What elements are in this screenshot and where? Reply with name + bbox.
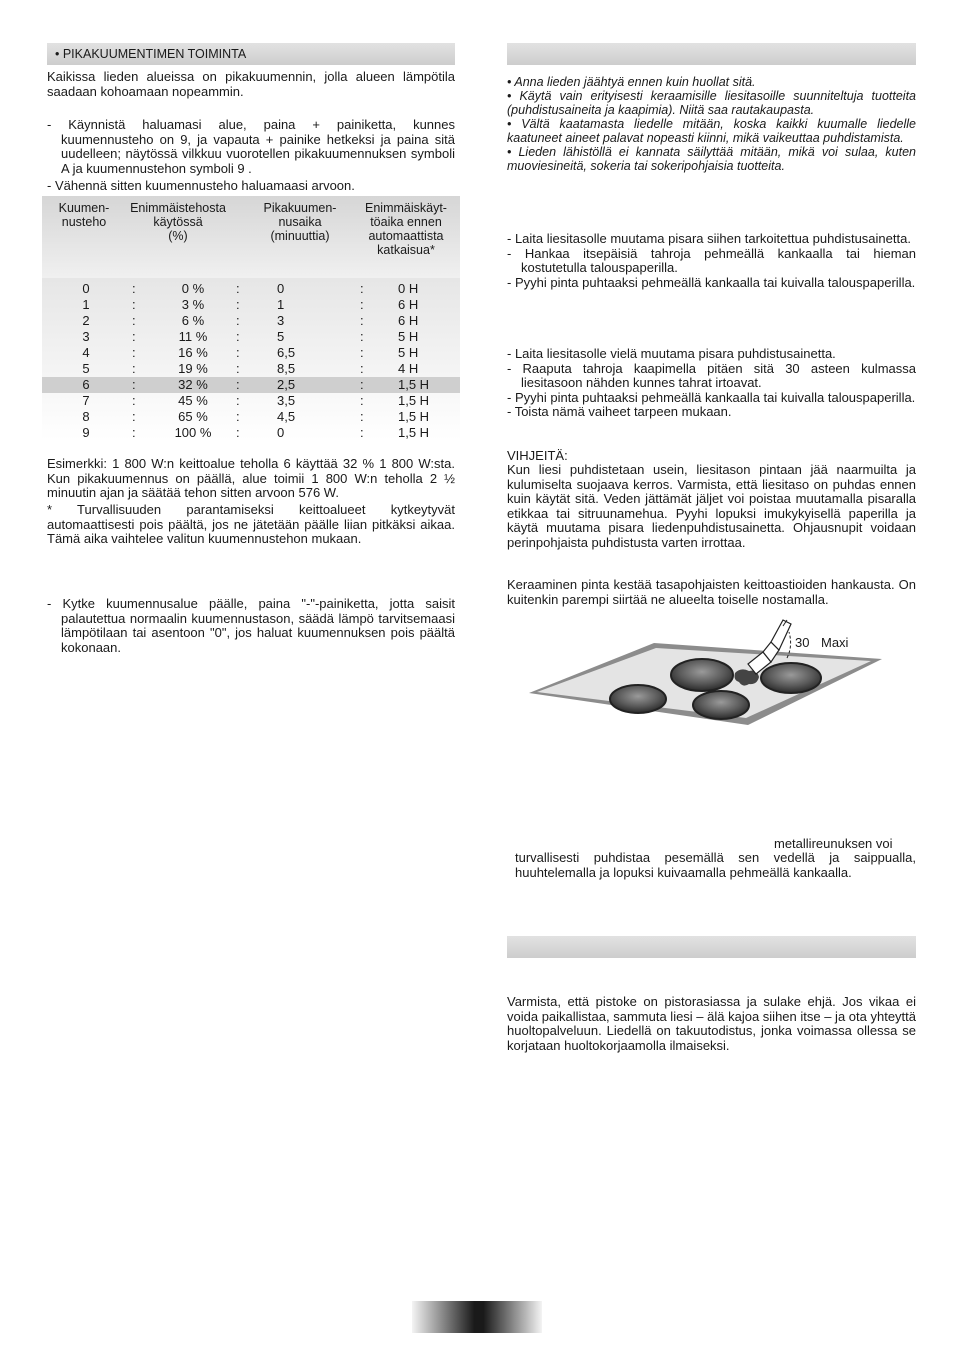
table-row [42,329,460,345]
list-item: - Laita liesitasolle vielä muutama pisara puhdistusainetta. [507,346,836,361]
table-cell: 9 [82,425,90,440]
table-cell: 2,5 [277,377,296,392]
list-item: - Hankaa itsepäisiä tahroja pehmeällä kankaalla tai hieman kostutetulla talouspaperilla. [507,245,916,275]
footnote-text: * Turvallisuuden parantamiseksi keittoalueet kytkeytyvät automaattisesti pois päältä, jos ne jätetään päälle liian pitkäksi aikaa. Tämä aika vaihtelee valitun kuumennustehon mukaan. [47,502,455,546]
table-cell: 16 % [178,345,208,360]
cooking-zone [671,659,733,691]
section-header-service [507,936,916,958]
table-row [42,313,460,329]
table-cell: 7 [82,393,90,408]
table-cell: 0 H [398,281,419,296]
table-separator: : [236,313,240,328]
table-cell: 2 [82,313,90,328]
list-item: - Pyyhi pinta puhtaaksi pehmeällä kankaalla tai kuivalla talouspaperilla. [507,274,916,290]
ceramic-text: Keraaminen pinta kestää tasapohjaisten keittoastioiden hankausta. On kuitenkin parempi siirtää ne alueelta toiselle nostamalla. [507,577,916,607]
table-cell: 5 [277,329,285,344]
table-row [42,345,460,361]
example-text: Esimerkki: 1 800 W:n keittoalue teholla 6 käyttää 32 % 1 800 W:sta. Kun pikakuumennus on päällä, alue toimii 1 800 W:n teholla 2 ½ minuutin ajan ja säätää tehon sitten arvoon 576 W. [47,456,455,500]
table-separator: : [236,377,240,392]
page-number-bar [412,1301,542,1333]
cleaning-list-1 [507,232,916,290]
table-separator: : [132,361,136,376]
table-cell: 0 [82,281,90,296]
table-cell: 6 H [398,313,419,328]
warning-item: • Vältä kaatamasta liedelle mitään, koska kaikki kuumalle liedelle kaatuneet aineet palavat nopeasti kiinni, mikä vaikeuttaa puhdistamista. [507,117,916,145]
table-cell: 19 % [178,361,208,376]
table-cell: 4 H [398,361,419,376]
tips-text: Kun liesi puhdistetaan usein, liesitason pintaan jää naarmuilta ja kulumiselta suojaava kerros. Varmista, että liesitaso on puhdas ennen kuin käytät sitä. Veden jättämät jäljet voi poistaa muutamalla pisaralla etikkaa tai sitruunamehua. Pyyhi lopuksi imukykyisellä paperilla ja käytä muutama pisara liedenpuhdistusainetta. Ohjausnupit voidaan perinpohjaista puhdistusta varten irrottaa. [507,462,916,550]
table-cell: 6 H [398,297,419,312]
table-cell: 3,5 [277,393,296,408]
table-separator: : [132,425,136,440]
table-row [42,361,460,377]
table-separator: : [236,329,240,344]
step-2: - Vähennä sitten kuumennusteho haluamaasi arvoon. [47,178,355,193]
table-cell: 8 [82,409,90,424]
warning-item: • Lieden lähistöllä ei kannata säilyttää mitään, mikä voi sulaa, kuten muoviesineitä, sokeria tai sokeripohjaisia tuotteita. [507,145,916,173]
table-cell: 32 % [178,377,208,392]
table-cell: 8,5 [277,361,296,376]
table-cell: 3 [82,329,90,344]
hob-cleaning-illustration [525,612,895,742]
table-row [42,409,460,425]
table-separator: : [236,345,240,360]
table-cell: 1,5 H [398,425,430,440]
table-cell: 1,5 H [398,377,430,392]
table-header-boost-time: Pikakuumen- nusaika (minuuttia) [263,201,337,243]
cooking-zone [693,691,749,719]
table-separator: : [236,425,240,440]
table-separator: : [236,281,240,296]
list-item: - Toista nämä vaiheet tarpeen mukaan. [507,404,732,419]
table-row [42,377,460,393]
step-3: - Kytke kuumennusalue päälle, paina "-"-painiketta, jotta saisit palautettua normaalin kuumennustason, säädä lämpö tarvitsemaasi lämpötilaan tai asentoon "0", jos haluat kuumennuksen pois päältä kokonaan. [47,596,455,655]
table-cell: 11 % [178,329,208,344]
table-cell: 3 % [181,297,205,312]
table-cell: 0 [277,281,285,296]
table-cell: 65 % [178,409,208,424]
table-separator: : [132,313,136,328]
section-header-quick-heater [47,43,455,65]
metal-text-start: metallireunuksen voi [774,836,893,851]
list-item: - Raaputa tahroja kaapimella pitäen sitä 30 asteen kulmassa liesitasoon nähden kunnes tahrat irtoavat. [507,360,916,390]
table-separator: : [360,313,364,328]
table-header-percent: Enimmäistehosta käytössä (%) [130,201,226,243]
table-separator: : [132,281,136,296]
table-cell: 5 [82,361,90,376]
warning-item: • Käytä vain erityisesti keraamisille liesitasoille suunniteltuja tuotteita (puhdistusaineita ja kaapimia). Niitä saa rautakaupasta. [507,89,916,117]
table-separator: : [360,393,364,408]
table-separator: : [236,393,240,408]
tips-title: VIHJEITÄ: [507,448,568,463]
table-cell: 6,5 [277,345,296,360]
table-separator: : [360,345,364,360]
table-cell: 100 % [174,425,212,440]
warning-list [507,75,916,173]
list-item: - Pyyhi pinta puhtaaksi pehmeällä kankaalla tai kuivalla talouspaperilla. [507,389,916,405]
table-cell: 5 H [398,345,419,360]
intro-text: Kaikissa lieden alueissa on pikakuumennin, jolla alueen lämpötila saadaan kohoamaan nopeammin. [47,69,455,99]
table-separator: : [360,361,364,376]
section-header-maintenance [507,43,916,65]
step-1: - Käynnistä haluamasi alue, paina + painiketta, kunnes kuumennusteho on 9, ja vapauta + painike hetkeksi ja paina sitä uudelleen; näytössä vilkkuu vuorotellen pikakuumennuksen symboli A ja kuumennustehon symboli 9 . [47,117,455,176]
table-row [42,393,460,409]
table-separator: : [132,393,136,408]
table-cell: 1 [277,297,285,312]
table-cell: 3 [277,313,285,328]
warning-item: • Anna lieden jäähtyä ennen kuin huollat sitä. [507,75,756,89]
metal-text: turvallisesti puhdistaa pesemällä sen vedellä ja saippualla, huuhtelemalla ja lopuksi kuivaamalla pehmeällä kankaalla. [515,850,916,880]
table-separator: : [360,409,364,424]
service-text: Varmista, että pistoke on pistorasiassa ja sulake ehjä. Jos vikaa ei voida paikallistaa, sammuta liesi – älä kajoa siihen itse – ja ota yhteyttä huoltopalveluun. Liedellä on takuutodistus, jonka voimassa ollessa se korjataan huoltokorjaamolla ilmaiseksi. [507,994,916,1053]
cooking-zone [610,685,666,713]
maxi-label: Maxi [821,635,849,650]
table-separator: : [360,281,364,296]
table-separator: : [360,329,364,344]
table-cell: 4 [82,345,90,360]
table-header-max-time: Enimmäiskäyt- töaika ennen automaattista katkaisua* [365,201,447,257]
table-row [42,281,460,297]
table-row [42,425,460,441]
table-cell: 5 H [398,329,419,344]
table-separator: : [132,297,136,312]
table-separator: : [236,409,240,424]
table-separator: : [132,329,136,344]
cooking-zone [761,663,821,693]
angle-label: 30 [795,635,810,650]
section-title: • PIKAKUUMENTIMEN TOIMINTA [55,47,247,61]
table-cell: 1 [82,297,90,312]
table-cell: 6 % [181,313,205,328]
list-item: - Laita liesitasolle muutama pisara siihen tarkoitettua puhdistusainetta. [507,231,911,246]
table-separator: : [132,409,136,424]
table-cell: 45 % [178,393,208,408]
table-cell: 0 [277,425,285,440]
table-separator: : [132,377,136,392]
table-separator: : [360,425,364,440]
table-separator: : [236,297,240,312]
table-separator: : [132,345,136,360]
table-cell: 6 [82,377,90,392]
table-separator: : [360,377,364,392]
table-cell: 4,5 [277,409,296,424]
table-cell: 1,5 H [398,409,430,424]
cleaning-list-2 [507,347,916,420]
table-cell: 1,5 H [398,393,430,408]
table-separator: : [236,361,240,376]
table-separator: : [360,297,364,312]
table-cell: 0 % [181,281,205,296]
table-header-level: Kuumen- nusteho [58,201,110,229]
table-row [42,297,460,313]
